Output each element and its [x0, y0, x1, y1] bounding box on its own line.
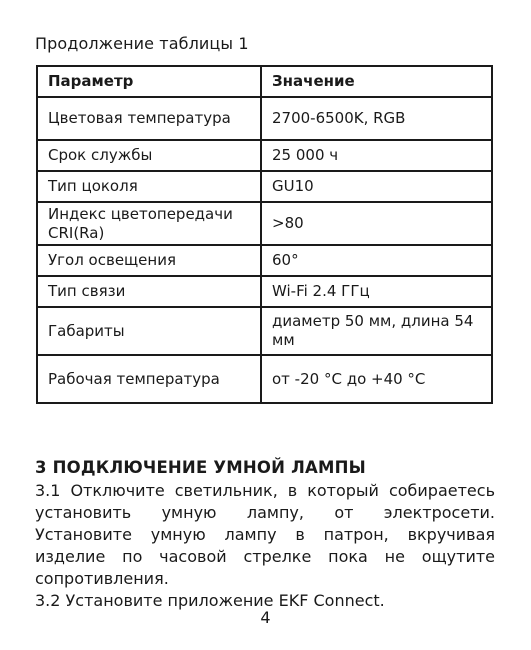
value-cell: диаметр 50 мм, длина 54 мм [261, 307, 492, 355]
value-cell: 2700-6500K, RGB [261, 97, 492, 140]
parameter-cell: Индекс цветопередачи CRI(Ra) [37, 202, 261, 245]
page-number: 4 [260, 608, 271, 627]
table-row [37, 97, 492, 140]
value-cell: 25 000 ч [261, 140, 492, 171]
table-row [37, 276, 492, 307]
table-caption: Продолжение таблицы 1 [35, 34, 249, 53]
value-cell: Wi-Fi 2.4 ГГц [261, 276, 492, 307]
section-title: 3 ПОДКЛЮЧЕНИЕ УМНОЙ ЛАМПЫ [35, 458, 366, 477]
parameter-cell: Рабочая температура [37, 355, 261, 403]
parameter-cell: Тип цоколя [37, 171, 261, 202]
instruction-paragraph: 3.1 Отключите светильник, в который собираетесь установить умную лампу, от электросети. Установите умную лампу в патрон, вкручивая изделие по часовой стрелке пока не ощутите сопротивления. [35, 481, 495, 588]
value-cell: GU10 [261, 171, 492, 202]
column-header-parameter: Параметр [37, 66, 261, 97]
instruction-paragraph: 3.2 Установите приложение EKF Connect. [35, 591, 385, 610]
parameter-cell: Угол освещения [37, 245, 261, 276]
table-row [37, 355, 492, 403]
parameter-cell: Цветовая температура [37, 97, 261, 140]
table-row [37, 171, 492, 202]
table-row [37, 140, 492, 171]
parameter-cell: Тип связи [37, 276, 261, 307]
table-row [37, 202, 492, 245]
table-header-row [37, 66, 492, 97]
column-header-value: Значение [261, 66, 492, 97]
section-body [35, 480, 495, 612]
spec-table [36, 65, 493, 404]
table-row [37, 307, 492, 355]
value-cell: >80 [261, 202, 492, 245]
table-row [37, 245, 492, 276]
parameter-cell: Срок службы [37, 140, 261, 171]
value-cell: от -20 °С до +40 °С [261, 355, 492, 403]
parameter-cell: Габариты [37, 307, 261, 355]
value-cell: 60° [261, 245, 492, 276]
